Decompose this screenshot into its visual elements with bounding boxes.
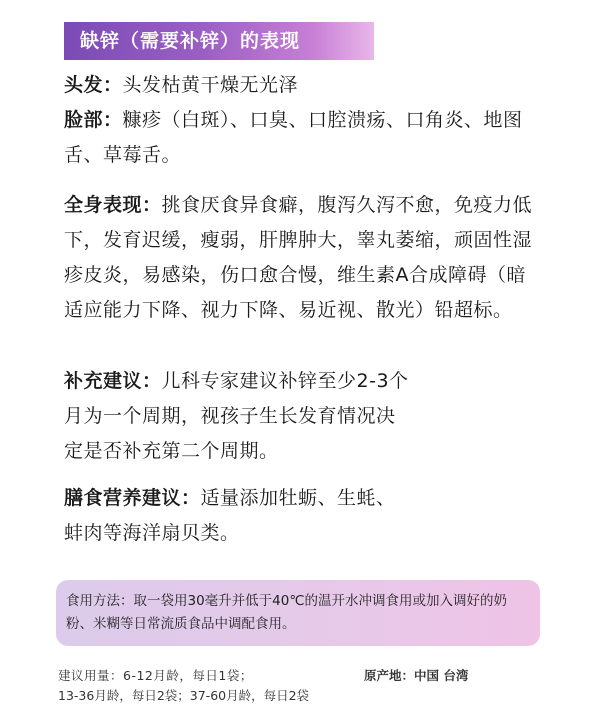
- supplement-section: [64, 364, 414, 469]
- section-banner: [64, 22, 374, 60]
- dosage-line-2: 13-36月龄，每日2袋；37-60月龄，每日2袋: [58, 688, 310, 703]
- body-text: 挑食厌食异食癖，腹泻久泻不愈，免疫力低下，发育迟缓，瘦弱，肝脾肿大，睾丸萎缩，顽固性湿疹皮炎，易感染，伤口愈合慢，维生素A合成障碍（暗适应能力下降、视力下降、易近视、散光）铅超标。: [64, 194, 533, 321]
- body-label: 全身表现：: [64, 194, 162, 216]
- face-section: [64, 103, 534, 173]
- diet-section: [64, 481, 414, 551]
- diet-text: 适量添加牡蛎、生蚝、蚌肉等海洋扇贝类。: [64, 487, 396, 544]
- banner-title: 缺锌（需要补锌）的表现: [80, 30, 301, 52]
- dosage-line-1: 建议用量：6-12月龄，每日1袋；: [58, 668, 253, 683]
- usage-box: [56, 580, 540, 646]
- supplement-text: 儿科专家建议补锌至少2-3个月为一个周期，视孩子生长发育情况决定是否补充第二个周期。: [64, 370, 409, 462]
- hair-label: 头发：: [64, 74, 123, 96]
- body-section: [64, 188, 534, 328]
- supplement-label: 补充建议：: [64, 370, 162, 392]
- face-label: 脸部：: [64, 109, 123, 131]
- face-text: 糠疹（白斑）、口臭、口腔溃疡、口角炎、地图舌、草莓舌。: [64, 109, 523, 166]
- hair-section: [64, 68, 534, 103]
- usage-text: 食用方法：取一袋用30毫升并低于40℃的温开水冲调食用或加入调好的奶粉、米糊等日常流质食品中调配食用。: [66, 593, 508, 632]
- diet-label: 膳食营养建议：: [64, 487, 201, 509]
- origin-label: 原产地：中国 台湾: [364, 668, 469, 683]
- hair-text: 头发枯黄干燥无光泽: [122, 74, 299, 96]
